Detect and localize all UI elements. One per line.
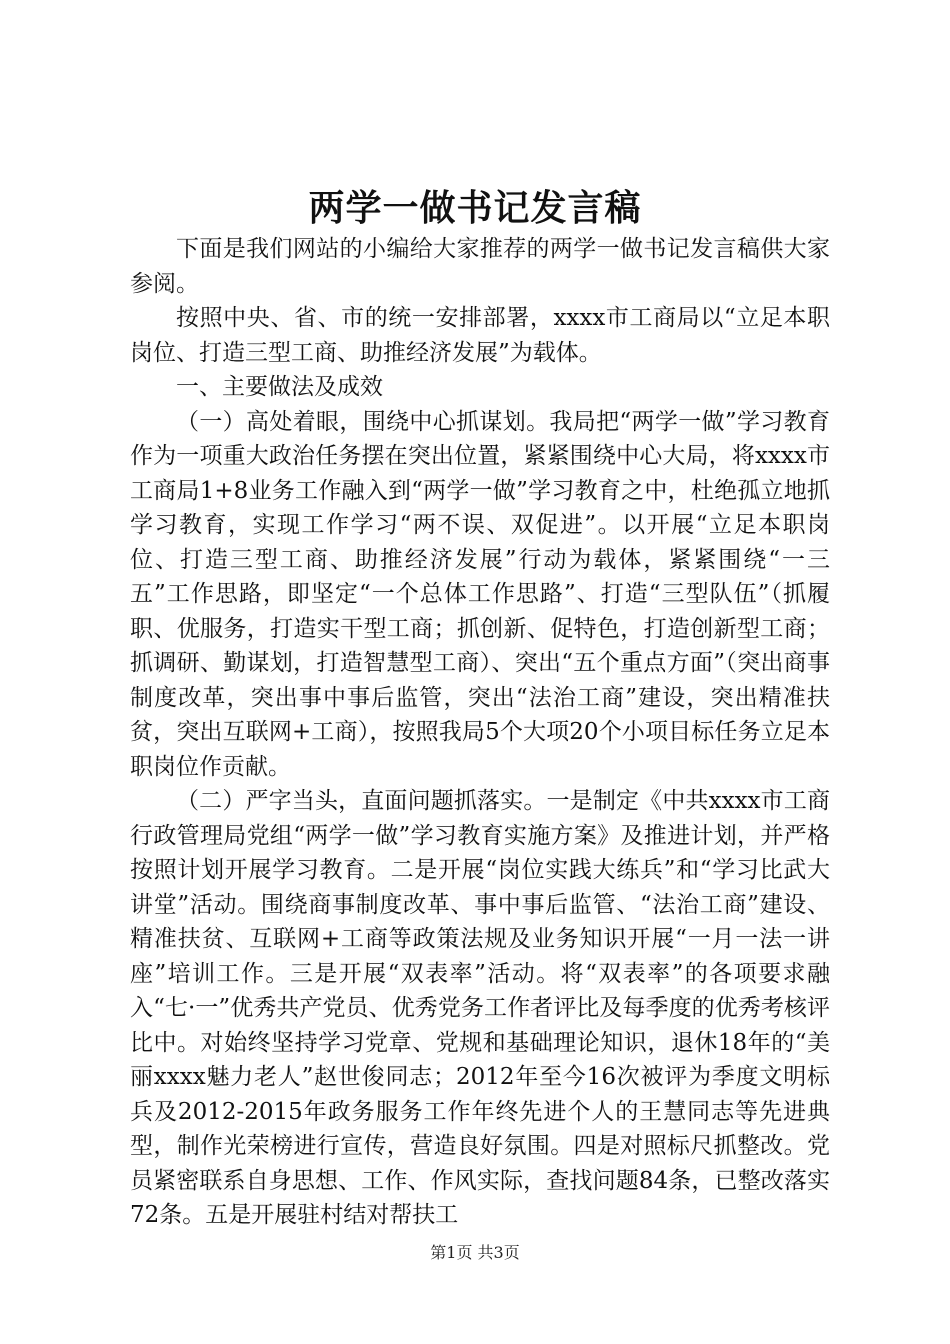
section-two-paragraph: （二）严字当头，直面问题抓落实。一是制定《中共xxxx市工商行政管理局党组“两学一做”学习教育实施方案》及推进计划，并严格按照计划开展学习教育。二是开展“岗位实践大练兵”和“学习比武大讲堂”活动。围绕商事制度改革、事中事后监管、“法治工商”建设、精准扶贫、互联网+工商等政策法规及业务知识开展“一月一法一讲座”培训工作。三是开展“双表率”活动。将“双表率”的各项要求融入“七·一”优秀共产党员、优秀党务工作者评比及每季度的优秀考核评比中。对始终坚持学习党章、党规和基础理论知识，退休18年的“美丽xxxx魅力老人”赵世俊同志；2012年至今16次被评为季度文明标兵及2012-2015年政务服务工作年终先进个人的王慧同志等先进典型，制作光荣榜进行宣传，营造良好氛围。四是对照标尺抓整改。党员紧密联系自身思想、工作、作风实际，查找问题84条，已整改落实72条。五是开展驻村结对帮扶工 — [130, 788, 830, 1228]
document-title: 两学一做书记发言稿 — [308, 187, 642, 229]
page-number-footer: 第1页 共3页 — [430, 1243, 520, 1262]
background-paragraph: 按照中央、省、市的统一安排部署，xxxx市工商局以“立足本职岗位、打造三型工商、助推经济发展”为载体。 — [130, 305, 830, 366]
section-one-paragraph: （一）高处着眼，围绕中心抓谋划。我局把“两学一做”学习教育作为一项重大政治任务摆在突出位置，紧紧围绕中心大局，将xxxx市工商局1+8业务工作融入到“两学一做”学习教育之中，杜绝孤立地抓学习教育，实现工作学习“两不误、双促进”。以开展“立足本职岗位、打造三型工商、助推经济发展”行动为载体，紧紧围绕“一三五”工作思路，即坚定“一个总体工作思路”、打造“三型队伍”（抓履职、优服务，打造实干型工商；抓创新、促特色，打造创新型工商；抓调研、勤谋划，打造智慧型工商）、突出“五个重点方面”（突出商事制度改革，突出事中事后监管，突出“法治工商”建设，突出精准扶贫，突出互联网+工商），按照我局5个大项20个小项目标任务立足本职岗位作贡献。 — [130, 408, 830, 780]
section-heading: 一、主要做法及成效 — [176, 374, 383, 400]
intro-paragraph: 下面是我们网站的小编给大家推荐的两学一做书记发言稿供大家参阅。 — [130, 236, 830, 297]
document-body — [130, 232, 830, 1233]
